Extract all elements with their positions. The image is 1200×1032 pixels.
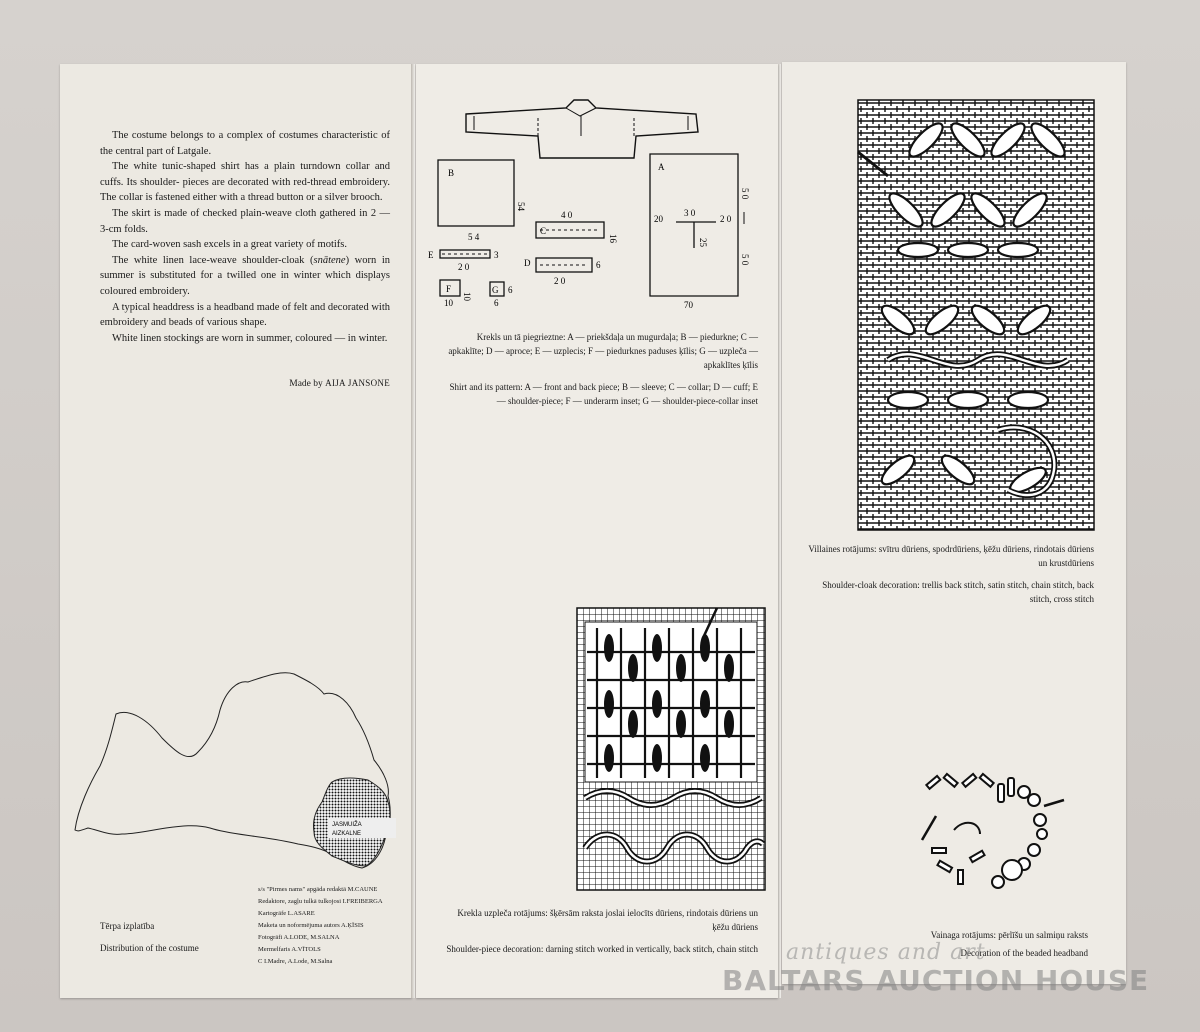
intro-paragraph: The skirt is made of checked plain-weave cloth gathered in 2 — 3-cm folds.	[100, 207, 390, 235]
term-snatene: snātene	[313, 254, 346, 266]
dim-20b: 2 0	[554, 276, 566, 286]
credit-line: Fotogrāfi A.LODE, M.SALNA	[258, 934, 340, 941]
credit-line: Kartogrāfe L.ASARE	[258, 910, 315, 917]
dim-10: 10	[462, 292, 472, 301]
distribution-en: Distribution of the costume	[100, 942, 199, 953]
dim-6b: 6	[508, 285, 513, 295]
dim-54b: 5 4	[468, 232, 480, 242]
dim-20: 2 0	[458, 262, 470, 272]
shoulder-piece-embroidery	[577, 608, 765, 890]
author-name: AIJA JANSONE	[325, 378, 390, 388]
headband-caption-en: Decoration of the beaded headband	[960, 948, 1088, 958]
dim-54: 54	[516, 202, 526, 211]
headband-caption-lv: Vainaga rotājums: pērlīšu un salmiņu raksts	[930, 930, 1088, 940]
dim-40: 4 0	[561, 210, 573, 220]
shirt-caption-en: Shirt and its pattern: A — front and back piece; B — sleeve; C — collar; D — cuff; E — shoulder-piece; F — underarm inset; G — shoulder-piece-collar inset	[449, 382, 758, 406]
map-label-jasmuiza: JASMUIŽA	[332, 822, 362, 828]
dim-70: 70	[684, 300, 693, 310]
shoulder-cloak-caption-lv: Villaines rotājums: svītru dūriens, spodrdūriens, ķēžu dūriens, rindotais dūriens un krustdūriens	[808, 544, 1094, 568]
credit-line: Mermelfaris A.VĪTOLS	[258, 946, 321, 953]
intro-paragraph: The card-woven sash excels in a great variety of motifs.	[112, 239, 347, 251]
dim-6c: 6	[494, 298, 499, 308]
shirt-caption	[440, 330, 758, 416]
made-by: Made by AIJA JANSONE	[289, 378, 390, 389]
pattern-pieces	[426, 150, 766, 310]
dim-50b: 5 0	[740, 254, 750, 266]
label-a: A	[658, 162, 665, 172]
label-g: G	[492, 285, 499, 295]
shirt-caption-lv: Krekls un tā piegrieztne: A — priekšdaļa un mugurdaļa; B — piedurkne; C — apkaklīte; D — aproce; E — uzplecis; F — piedurknes paduses ķīlis; G — uzpleča —apkaklītes ķīlis	[448, 332, 758, 370]
fold-line	[411, 64, 415, 998]
shoulder-piece-caption-en: Shoulder-piece decoration: darning stitch worked in vertically, back stitch, chain stitch	[446, 944, 758, 954]
dim-16: 16	[608, 234, 618, 243]
dim-6: 6	[596, 260, 601, 270]
intro-paragraph: The costume belongs to a complex of costumes characteristic of the central part of Latgale.	[100, 130, 390, 157]
dim-50a: 5 0	[740, 188, 750, 200]
shoulder-cloak-caption-en: Shoulder-cloak decoration: trellis back stitch, satin stitch, chain stitch, back stitch, cross stitch	[822, 580, 1094, 604]
map-label-aizkalne: AIZKALNE	[332, 831, 362, 837]
shoulder-cloak-embroidery	[858, 100, 1094, 530]
watermark-brand: BALTARS AUCTION HOUSE	[722, 964, 1150, 997]
distribution-lv: Tērpa izplatība	[100, 921, 155, 931]
intro-text	[100, 128, 390, 346]
watermark-tagline: antiques and art	[786, 940, 986, 965]
dim-20d: 2 0	[720, 214, 732, 224]
credit-line: Maketa un noformējuma autors A.ĶĪSIS	[258, 922, 364, 929]
label-c: C	[540, 226, 547, 236]
intro-paragraph: The white tunic-shaped shirt has a plain turndown collar and cuffs. Its shoulder- pieces are decorated with red-thread embroidery. The collar is fastened either with a thread button or a silver brooch.	[100, 161, 390, 204]
shoulder-cloak-caption	[800, 542, 1094, 614]
intro-paragraph: A typical headdress is a headband made of felt and decorated with embroidery and beads of various shape.	[100, 301, 390, 329]
label-e: E	[428, 250, 434, 260]
label-f: F	[446, 284, 452, 294]
beaded-headband-pattern	[914, 770, 1084, 900]
intro-paragraph-cloak: The white linen lace-weave shoulder-cloak (snātene) worn in summer is substituted for a twilled one in winter which displays coloured embroidery.	[100, 254, 390, 297]
dim-25: 25	[698, 238, 708, 247]
intro-paragraph: White linen stockings are worn in summer, coloured — in winter.	[112, 332, 388, 344]
dim-20c: 20	[654, 214, 663, 224]
latvia-map	[70, 668, 410, 868]
label-d: D	[524, 258, 531, 268]
credit-line: C I.Madre, A.Lode, M.Salna	[258, 958, 333, 965]
dim-30: 3 0	[684, 208, 696, 218]
dim-10b: 10	[444, 298, 453, 308]
credit-line: s/s "Pirmes nams" apgāda redaktā M.CAUNE	[258, 886, 378, 893]
distribution-caption	[100, 920, 240, 955]
credits	[258, 884, 408, 968]
dim-3: 3	[494, 250, 499, 260]
credit-line: Redaktore, zagļu tulkā tulkojosi I.FREIBERGA	[258, 898, 383, 905]
shoulder-piece-caption-lv: Krekla uzpleča rotājums: šķērsām raksta joslai ielocīts dūriens, rindotais dūriens un ķēžu dūriens	[457, 908, 758, 932]
label-b: B	[448, 168, 455, 178]
shoulder-piece-caption	[440, 906, 758, 964]
